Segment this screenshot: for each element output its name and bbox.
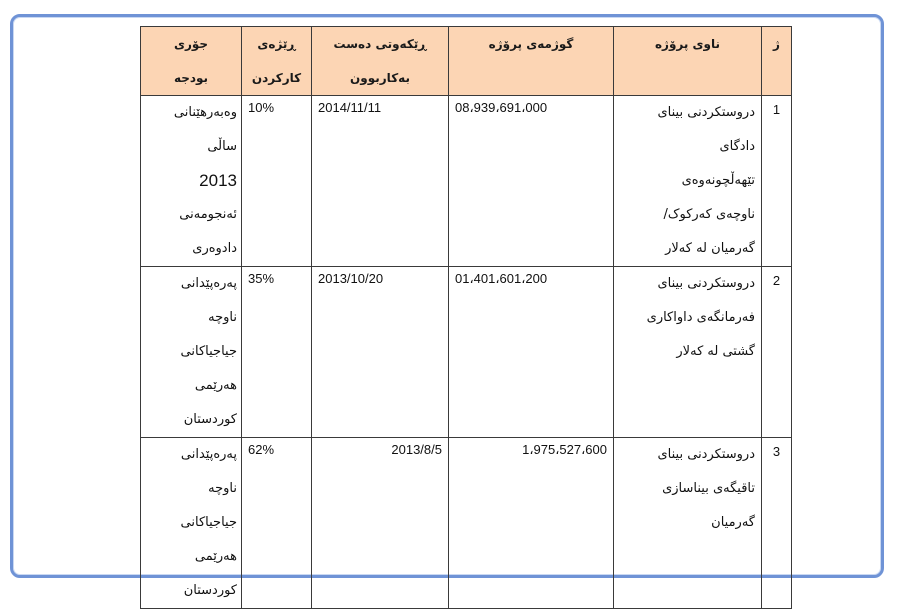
table-row bbox=[141, 267, 792, 438]
budget-line: ئەنجومەنی bbox=[179, 207, 237, 222]
table-row bbox=[141, 438, 792, 609]
name-line: دادگای bbox=[719, 139, 755, 154]
budget-line: ساڵی bbox=[207, 139, 237, 154]
budget-line: جیاجیاکانی bbox=[180, 515, 237, 530]
budget-line: پەرەپێدانی bbox=[180, 276, 237, 291]
row-name bbox=[614, 267, 762, 438]
row-num: 1 bbox=[762, 96, 792, 267]
budget-line: ناوچە bbox=[208, 310, 237, 325]
name-line: دروستکردنی بینای bbox=[657, 276, 755, 291]
name-line: گشتی لە کەلار bbox=[676, 344, 755, 359]
header-cost: گوژمەی پرۆژە bbox=[449, 27, 614, 96]
budget-line: وەبەرهێنانی bbox=[173, 105, 237, 120]
budget-line: هەرێمی bbox=[194, 378, 237, 393]
header-date bbox=[312, 27, 449, 96]
name-line: ناوچەی کەرکوک/ bbox=[663, 207, 755, 222]
name-line: فەرمانگەی داواکاری bbox=[646, 310, 755, 325]
header-pct-line1: ڕێژەی bbox=[257, 37, 296, 51]
header-row bbox=[141, 27, 792, 96]
row-budget bbox=[141, 438, 242, 609]
name-line: گەرمیان لە کەلار bbox=[665, 241, 755, 256]
budget-line: 2013 bbox=[199, 171, 237, 190]
header-budget bbox=[141, 27, 242, 96]
header-pct-line2: کارکردن bbox=[251, 71, 302, 85]
row-cost: 08،939،691،000 bbox=[449, 96, 614, 267]
header-pct bbox=[242, 27, 312, 96]
budget-line: ناوچە bbox=[208, 481, 237, 496]
name-line: تێهەڵچونەوەی bbox=[681, 173, 755, 188]
row-pct: 62% bbox=[242, 438, 312, 609]
name-line: گەرمیان bbox=[711, 515, 755, 530]
table-row bbox=[141, 96, 792, 267]
header-budget-line1: جۆری bbox=[173, 37, 209, 51]
header-date-line2: بەکاربوون bbox=[350, 71, 410, 85]
header-budget-line2: بودجە bbox=[173, 71, 209, 85]
name-line: تاقیگەی بیناسازی bbox=[662, 481, 755, 496]
row-pct: 10% bbox=[242, 96, 312, 267]
row-cost: 01،401،601،200 bbox=[449, 267, 614, 438]
budget-line: دادوەری bbox=[192, 241, 237, 256]
header-name: ناوی پرۆژە bbox=[614, 27, 762, 96]
row-cost: 1،975،527،600 bbox=[449, 438, 614, 609]
row-budget bbox=[141, 267, 242, 438]
row-num: 3 bbox=[762, 438, 792, 609]
budget-line: کوردستان bbox=[183, 583, 237, 598]
name-line: دروستکردنی بینای bbox=[657, 447, 755, 462]
row-date: 2014/11/11 bbox=[312, 96, 449, 267]
projects-table bbox=[140, 26, 792, 609]
budget-line: کوردستان bbox=[183, 412, 237, 427]
header-num: ژ bbox=[762, 27, 792, 96]
row-budget bbox=[141, 96, 242, 267]
row-num: 2 bbox=[762, 267, 792, 438]
budget-line: هەرێمی bbox=[194, 549, 237, 564]
row-pct: 35% bbox=[242, 267, 312, 438]
budget-line: پەرەپێدانی bbox=[180, 447, 237, 462]
row-date: 2013/8/5 bbox=[312, 438, 449, 609]
row-name bbox=[614, 438, 762, 609]
row-name bbox=[614, 96, 762, 267]
budget-line: جیاجیاکانی bbox=[180, 344, 237, 359]
name-line: دروستکردنی بینای bbox=[657, 105, 755, 120]
row-date: 2013/10/20 bbox=[312, 267, 449, 438]
header-date-line1: ڕێکەوتی دەست bbox=[333, 37, 427, 51]
